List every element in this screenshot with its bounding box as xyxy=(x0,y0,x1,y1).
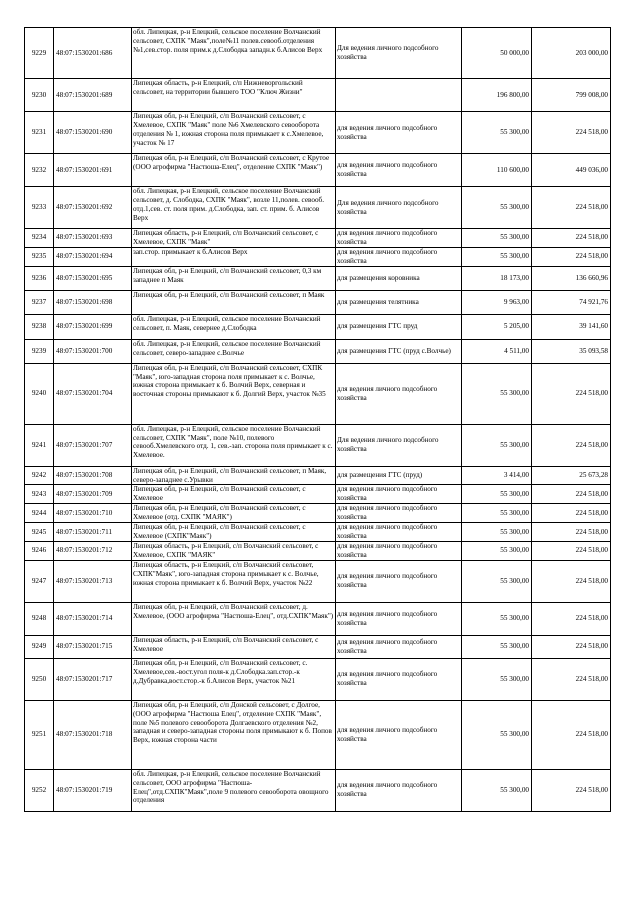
row-number: 9241 xyxy=(25,424,54,466)
plot-address: Липецкая область, р-н Елецкий, с/п Нижневоргольский сельсовет, на территории бывшего ТОО "Ключ Жизни" xyxy=(132,79,336,112)
table-row xyxy=(25,266,611,290)
table-row xyxy=(25,466,611,485)
permitted-use: для ведения личного подсобного хозяйства xyxy=(336,154,462,187)
plot-area: 55 300,00 xyxy=(462,485,532,504)
cadastral-number: 48:07:1530201:690 xyxy=(54,112,132,154)
row-number: 9236 xyxy=(25,266,54,290)
permitted-use: для ведения личного подсобного хозяйства xyxy=(336,658,462,700)
table-row xyxy=(25,523,611,542)
cadastral-number: 48:07:1530201:715 xyxy=(54,635,132,658)
cadastral-number: 48:07:1530201:719 xyxy=(54,769,132,811)
permitted-use: Для ведения личного подсобного хозяйства xyxy=(336,424,462,466)
table-row xyxy=(25,485,611,504)
plot-address: Липецкая обл, р-н Елецкий, с/п Волчанский сельсовет, СХПК "Маяк", юго-западная сторона поля примыкает к с. Волчье, южная сторона примыкает к б. Волчий Верх, северная и восточная стороны примыкают к б. Долгий Верх, участок №35 xyxy=(132,363,336,424)
row-number: 9234 xyxy=(25,229,54,248)
plot-area: 3 414,00 xyxy=(462,466,532,485)
table-row xyxy=(25,154,611,187)
plot-address: Липецкая область, р-н Елецкий, с/п Волчанский сельсовет, с Хмелевое xyxy=(132,635,336,658)
table-row xyxy=(25,541,611,560)
permitted-use: для ведения личного подсобного хозяйства xyxy=(336,363,462,424)
cadastral-value: 224 518,00 xyxy=(532,247,611,266)
row-number: 9238 xyxy=(25,314,54,339)
plot-address: обл. Липецкая, р-н Елецкий, сельское поселение Волчанский сельсовет, ООО агрофирма "Настюша-Елец",отд.СХПК"Маяк",поле 9 полевого севооборота овощного отделения xyxy=(132,769,336,811)
plot-address: Липецкая обл, р-н Елецкий, с/п Волчанский сельсовет, с. Хмелевое,сев.-вост.угол поля-к д.Слободка.зап.стор.-к д.Дубравка,вост.стор.-к б.Алисов Верх, участок №21 xyxy=(132,658,336,700)
plot-area: 55 300,00 xyxy=(462,658,532,700)
plot-area: 55 300,00 xyxy=(462,635,532,658)
plot-area: 55 300,00 xyxy=(462,424,532,466)
cadastral-number: 48:07:1530201:686 xyxy=(54,28,132,79)
plot-area: 50 000,00 xyxy=(462,28,532,79)
table-row xyxy=(25,112,611,154)
plot-address: Липецкая обл, р-н Елецкий, с/п Волчанский сельсовет, с Крутое (ООО агрофирма "Настюша-Елец", отделение СХПК "Маяк") xyxy=(132,154,336,187)
permitted-use: для размещения телятника xyxy=(336,290,462,314)
permitted-use: для ведения личного подсобного хозяйства xyxy=(336,112,462,154)
permitted-use: для ведения личного подсобного хозяйства xyxy=(336,635,462,658)
row-number: 9237 xyxy=(25,290,54,314)
plot-address: обл. Липецкая, р-н Елецкий, сельское поселение Волчанский сельсовет, п. Маяк, севернее д.Слободка xyxy=(132,314,336,339)
cadastral-value: 224 518,00 xyxy=(532,504,611,523)
permitted-use: для ведения личного подсобного хозяйства xyxy=(336,769,462,811)
table-row xyxy=(25,339,611,363)
permitted-use: для ведения личного подсобного хозяйства xyxy=(336,560,462,602)
row-number: 9250 xyxy=(25,658,54,700)
permitted-use: для ведения личного подсобного хозяйства xyxy=(336,541,462,560)
cadastral-number: 48:07:1530201:712 xyxy=(54,541,132,560)
cadastral-number: 48:07:1530201:714 xyxy=(54,602,132,635)
row-number: 9240 xyxy=(25,363,54,424)
cadastral-value: 224 518,00 xyxy=(532,187,611,229)
cadastral-value: 799 008,00 xyxy=(532,79,611,112)
plot-address: обл. Липецкая, р-н Елецкий, сельское поселение Волчанский сельсовет, СХПК "Маяк", поле №10, полевого севооб.Хмелевского отд. 1, сев.-зап. сторона поля примыкает к с. Хмелевое. xyxy=(132,424,336,466)
table-row xyxy=(25,602,611,635)
row-number: 9231 xyxy=(25,112,54,154)
cadastral-value: 224 518,00 xyxy=(532,560,611,602)
cadastral-number: 48:07:1530201:695 xyxy=(54,266,132,290)
cadastral-number: 48:07:1530201:700 xyxy=(54,339,132,363)
table-row xyxy=(25,187,611,229)
cadastral-value: 74 921,76 xyxy=(532,290,611,314)
row-number: 9239 xyxy=(25,339,54,363)
cadastral-value: 224 518,00 xyxy=(532,541,611,560)
plot-address: Липецкая обл, р-н Елецкий, с/п Волчанский сельсовет, с Хмелевое xyxy=(132,485,336,504)
plot-address: Липецкая обл, р-н Елецкий, с/п Волчанский сельсовет, д. Хмелевое, (ООО агрофирма "Настюша-Елец", отд.СХПК"Маяк") xyxy=(132,602,336,635)
plot-area: 55 300,00 xyxy=(462,187,532,229)
permitted-use: для размещения коровника xyxy=(336,266,462,290)
plot-area: 55 300,00 xyxy=(462,523,532,542)
permitted-use: Для ведения личного подсобного хозяйства xyxy=(336,187,462,229)
plot-area: 110 600,00 xyxy=(462,154,532,187)
plot-area: 55 300,00 xyxy=(462,560,532,602)
permitted-use: для размещения ГТС пруд xyxy=(336,314,462,339)
plot-area: 4 511,00 xyxy=(462,339,532,363)
cadastral-value: 224 518,00 xyxy=(532,523,611,542)
plot-address: Липецкая область, р-н Елецкий, с/п Волчанский сельсовет, с Хмелевое, СХПК "МАЯК" xyxy=(132,541,336,560)
cadastral-number: 48:07:1530201:707 xyxy=(54,424,132,466)
table-row xyxy=(25,229,611,248)
plot-address: Липецкая обл, р-н Елецкий, с/п Донской сельсовет, с Долгое, (ООО агрофирма "Настюша Елец", отделение СХПК "Маяк", поле №5 полевого севооборота Долгаевского отделения №2, западная и северо-западная стороны поля примыкают к б. Попов Верх, южная сторона части xyxy=(132,700,336,769)
row-number: 9243 xyxy=(25,485,54,504)
table-row xyxy=(25,635,611,658)
permitted-use: для ведения личного подсобного хозяйства xyxy=(336,247,462,266)
plot-area: 55 300,00 xyxy=(462,700,532,769)
table-row xyxy=(25,700,611,769)
plot-area: 55 300,00 xyxy=(462,247,532,266)
row-number: 9252 xyxy=(25,769,54,811)
row-number: 9235 xyxy=(25,247,54,266)
permitted-use: для ведения личного подсобного хозяйства xyxy=(336,700,462,769)
cadastral-value: 203 000,00 xyxy=(532,28,611,79)
cadastral-number: 48:07:1530201:710 xyxy=(54,504,132,523)
land-plots-table xyxy=(24,27,611,812)
cadastral-number: 48:07:1530201:704 xyxy=(54,363,132,424)
plot-area: 55 300,00 xyxy=(462,769,532,811)
plot-area: 55 300,00 xyxy=(462,541,532,560)
plot-address: Липецкая обл, р-н Елецкий, с/п Волчанский сельсовет, с Хмелевое (СХПК"Маяк") xyxy=(132,523,336,542)
table-row xyxy=(25,658,611,700)
cadastral-value: 224 518,00 xyxy=(532,229,611,248)
cadastral-number: 48:07:1530201:718 xyxy=(54,700,132,769)
cadastral-value: 224 518,00 xyxy=(532,700,611,769)
table-row xyxy=(25,424,611,466)
cadastral-value: 39 141,60 xyxy=(532,314,611,339)
cadastral-number: 48:07:1530201:699 xyxy=(54,314,132,339)
permitted-use: для ведения личного подсобного хозяйства xyxy=(336,602,462,635)
cadastral-number: 48:07:1530201:694 xyxy=(54,247,132,266)
plot-address: Липецкая обл, р-н Елецкий, с/п Волчанский сельсовет, с Хмелевое (отд. СХПК "МАЯК") xyxy=(132,504,336,523)
plot-address: обл. Липецкая, р-н Елецкий, сельское поселение Волчанский сельсовет, СХПК "Маяк",поле№11 полев.севооб.отделения №1,сев.стор. поля прим.к д.Слободка западн.к б.Алисов Верх xyxy=(132,28,336,79)
permitted-use: для ведения личного подсобного хозяйства xyxy=(336,229,462,248)
cadastral-value: 224 518,00 xyxy=(532,112,611,154)
table-row xyxy=(25,769,611,811)
table-row xyxy=(25,314,611,339)
plot-address: Липецкая обл, р-н Елецкий, с/п Волчанский сельсовет, п Маяк xyxy=(132,290,336,314)
row-number: 9232 xyxy=(25,154,54,187)
permitted-use: Для ведения личного подсобного хозяйства xyxy=(336,28,462,79)
permitted-use: для ведения личного подсобного хозяйства xyxy=(336,523,462,542)
cadastral-number: 48:07:1530201:691 xyxy=(54,154,132,187)
cadastral-number: 48:07:1530201:693 xyxy=(54,229,132,248)
plot-address: зап.стор. примыкает к б.Алисов Верх xyxy=(132,247,336,266)
row-number: 9245 xyxy=(25,523,54,542)
permitted-use: для размещения ГТС (пруд с.Волчье) xyxy=(336,339,462,363)
cadastral-value: 224 518,00 xyxy=(532,424,611,466)
cadastral-number: 48:07:1530201:689 xyxy=(54,79,132,112)
cadastral-number: 48:07:1530201:708 xyxy=(54,466,132,485)
plot-area: 55 300,00 xyxy=(462,363,532,424)
table-row xyxy=(25,247,611,266)
table-row xyxy=(25,79,611,112)
cadastral-value: 449 036,00 xyxy=(532,154,611,187)
plot-address: Липецкая обл, р-н Елецкий, с/п Волчанский сельсовет, с Хмелевое, СХПК "Маяк" поле №6 Хмелевского севооборота отделения № 1, южная сторона поля примыкает к с.Хмелевое, участок № 17 xyxy=(132,112,336,154)
cadastral-value: 224 518,00 xyxy=(532,485,611,504)
table-row xyxy=(25,28,611,79)
table-row xyxy=(25,290,611,314)
permitted-use xyxy=(336,79,462,112)
plot-area: 196 800,00 xyxy=(462,79,532,112)
plot-area: 55 300,00 xyxy=(462,112,532,154)
cadastral-value: 136 660,96 xyxy=(532,266,611,290)
row-number: 9247 xyxy=(25,560,54,602)
permitted-use: для ведения личного подсобного хозяйства xyxy=(336,485,462,504)
plot-area: 55 300,00 xyxy=(462,602,532,635)
plot-area: 18 173,00 xyxy=(462,266,532,290)
plot-area: 5 205,00 xyxy=(462,314,532,339)
cadastral-value: 25 673,28 xyxy=(532,466,611,485)
row-number: 9244 xyxy=(25,504,54,523)
cadastral-number: 48:07:1530201:709 xyxy=(54,485,132,504)
plot-area: 9 963,00 xyxy=(462,290,532,314)
row-number: 9248 xyxy=(25,602,54,635)
row-number: 9251 xyxy=(25,700,54,769)
cadastral-value: 224 518,00 xyxy=(532,635,611,658)
row-number: 9229 xyxy=(25,28,54,79)
plot-address: обл. Липецкая, р-н Елецкий, сельское поселение Волчанский сельсовет, северо-западнее с.Волчье xyxy=(132,339,336,363)
cadastral-number: 48:07:1530201:713 xyxy=(54,560,132,602)
cadastral-value: 224 518,00 xyxy=(532,658,611,700)
plot-address: Липецкая обл, р-н Елецкий, с/п Волчанский сельсовет, п Маяк, северо-западнее с.Урывки xyxy=(132,466,336,485)
plot-address: Липецкая область, р-н Елецкий, с/п Волчанский сельсовет, СХПК"Маяк", юго-западная сторона примыкает к с. Волчье, южная сторона примыкает к б. Волчий Верх, участок №22 xyxy=(132,560,336,602)
table-row xyxy=(25,560,611,602)
cadastral-number: 48:07:1530201:698 xyxy=(54,290,132,314)
cadastral-value: 224 518,00 xyxy=(532,602,611,635)
plot-address: Липецкая обл, р-н Елецкий, с/п Волчанский сельсовет, 0,3 км западнее п Маяк xyxy=(132,266,336,290)
plot-area: 55 300,00 xyxy=(462,229,532,248)
cadastral-number: 48:07:1530201:717 xyxy=(54,658,132,700)
row-number: 9242 xyxy=(25,466,54,485)
cadastral-number: 48:07:1530201:711 xyxy=(54,523,132,542)
table-row xyxy=(25,363,611,424)
row-number: 9230 xyxy=(25,79,54,112)
cadastral-value: 224 518,00 xyxy=(532,363,611,424)
plot-area: 55 300,00 xyxy=(462,504,532,523)
row-number: 9246 xyxy=(25,541,54,560)
land-registry-sheet xyxy=(24,27,610,812)
permitted-use: для размещения ГТС (пруд) xyxy=(336,466,462,485)
cadastral-number: 48:07:1530201:692 xyxy=(54,187,132,229)
plot-address: обл. Липецкая, р-н Елецкий, сельское поселение Волчанский сельсовет, д. Слободка, СХПК "Маяк", возле 11,полев. севооб. отд.1,сев. ст. поля прим. д.Слободка, зап. ст. прим. б. Алисов Верх xyxy=(132,187,336,229)
cadastral-value: 35 093,58 xyxy=(532,339,611,363)
row-number: 9249 xyxy=(25,635,54,658)
plot-address: Липецкая область, р-н Елецкий, с/п Волчанский сельсовет, с Хмелевое, СХПК "Маяк" xyxy=(132,229,336,248)
row-number: 9233 xyxy=(25,187,54,229)
cadastral-value: 224 518,00 xyxy=(532,769,611,811)
table-row xyxy=(25,504,611,523)
permitted-use: для ведения личного подсобного хозяйства xyxy=(336,504,462,523)
